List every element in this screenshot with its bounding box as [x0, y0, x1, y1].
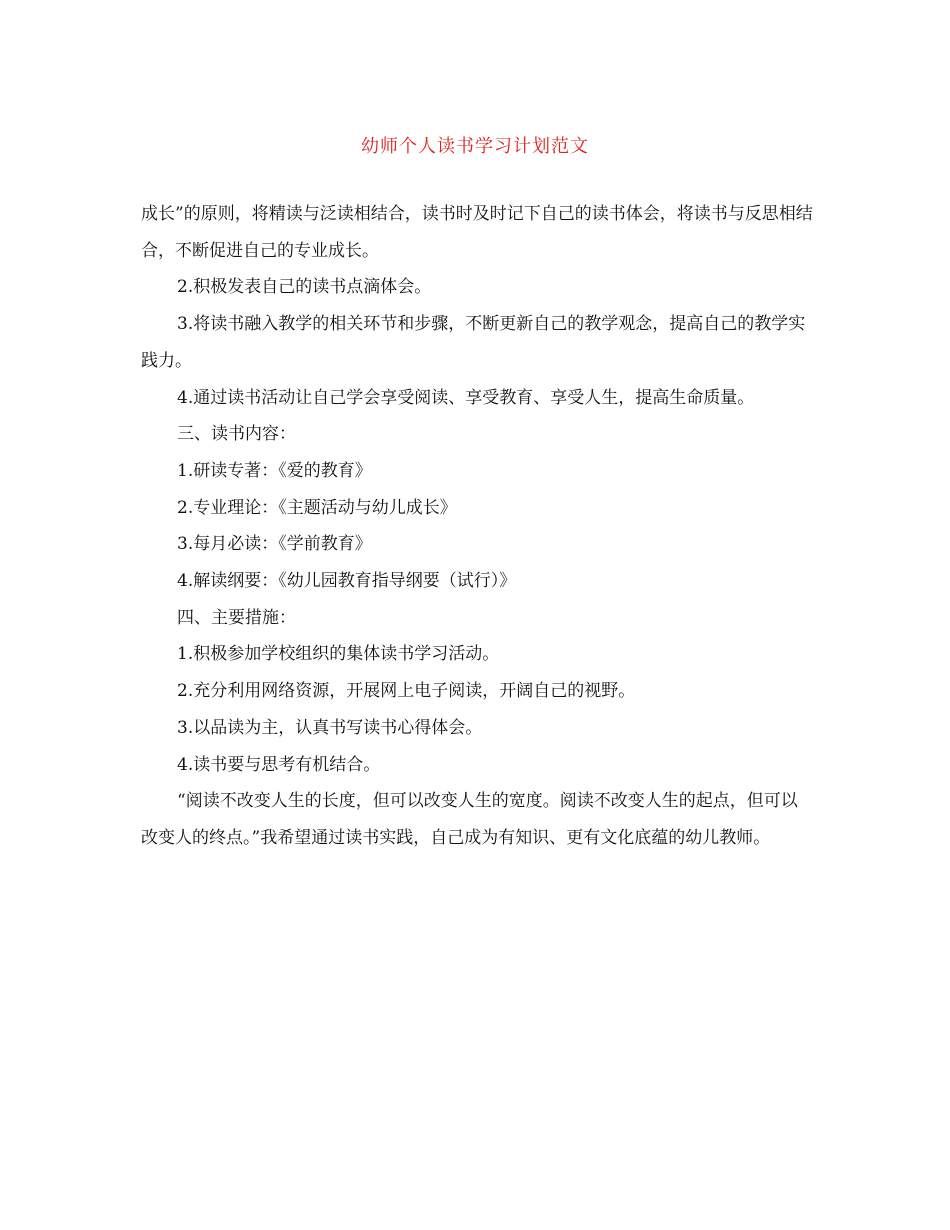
measure-item-3: 3.以品读为主，认真书写读书心得体会。	[177, 717, 483, 738]
measure-item-4: 4.读书要与思考有机结合。	[177, 754, 381, 775]
reading-item-1: 1.研读专著：《爱的教育》	[177, 460, 372, 481]
reading-item-2: 2.专业理论：《主题活动与幼儿成长》	[177, 497, 457, 518]
measure-item-2: 2.充分利用网络资源，开展网上电子阅读，开阔自己的视野。	[177, 681, 636, 702]
document-body	[141, 196, 813, 857]
paragraph-goal-2: 2.积极发表自己的读书点滴体会。	[177, 277, 432, 298]
paragraph-goal-3: 3.将读书融入教学的相关环节和步骤，不断更新自己的教学观念，提高自己的教学实践力。	[141, 314, 806, 371]
section-heading-content: 三、读书内容：	[177, 424, 296, 445]
section-heading-measures: 四、主要措施：	[177, 607, 296, 628]
measure-item-1: 1.积极参加学校组织的集体读书学习活动。	[177, 644, 500, 665]
reading-item-4: 4.解读纲要：《幼儿园教育指导纲要（试行）》	[177, 571, 517, 592]
paragraph-goal-4: 4.通过读书活动让自己学会享受阅读、享受教育、享受人生，提高生命质量。	[177, 387, 755, 408]
paragraph-continuation: 成长”的原则，将精读与泛读相结合，读书时及时记下自己的读书体会，将读书与反思相结合，不断促进自己的专业成长。	[141, 204, 813, 261]
reading-item-3: 3.每月必读：《学前教育》	[177, 534, 372, 555]
closing-paragraph: “阅读不改变人生的长度，但可以改变人生的宽度。阅读不改变人生的起点，但可以改变人的终点。”我希望通过读书实践，自己成为有知识、更有文化底蕴的幼儿教师。	[141, 791, 798, 848]
document-title: 幼师个人读书学习计划范文	[361, 136, 589, 157]
